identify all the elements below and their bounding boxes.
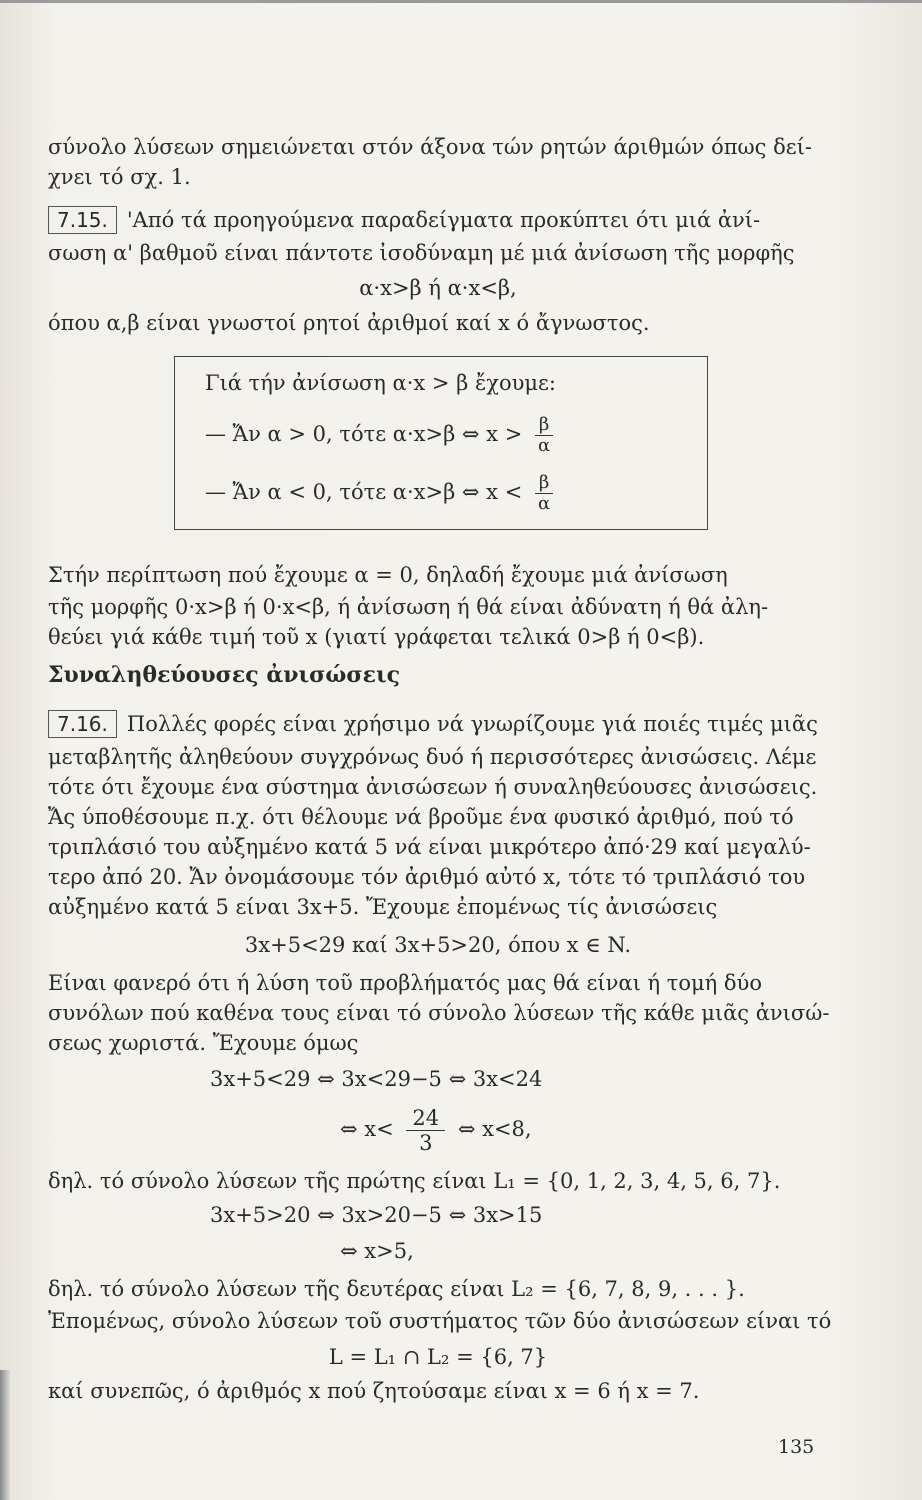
text-line: χνει τό σχ. 1. — [48, 165, 191, 189]
box-line-negative — [205, 473, 553, 514]
box-line-positive — [205, 415, 553, 456]
formula-line-fraction — [340, 1104, 820, 1155]
text-line: Είναι φανερό ότι ή λύση τοῦ προβλήματός μας θά είναι ή τομή δύο — [48, 971, 762, 995]
text-line: τῆς μορφῆς 0·x>β ή 0·x<β, ή ἀνίσωση ή θά είναι ἀδύνατη ή θά ἀλη- — [48, 595, 769, 619]
section-number-7-15: 7.15. — [48, 206, 117, 234]
fraction-24-over-3 — [406, 1106, 445, 1155]
binding-edge — [0, 1370, 10, 1500]
text-line: σεως χωριστά. Ἔχουμε όμως — [48, 1031, 359, 1055]
text-line: θεύει γιά κάθε τιμή τοῦ x (γιατί γράφεται τελικά 0>β ή 0<β). — [48, 625, 705, 649]
section-number-7-16: 7.16. — [48, 710, 117, 738]
fraction-beta-over-alpha — [535, 415, 553, 456]
frac-den: α — [537, 435, 551, 456]
text-line: δηλ. τό σύνολο λύσεων τῆς πρώτης είναι L₁ = {0, 1, 2, 3, 4, 5, 6, 7}. — [48, 1169, 781, 1193]
frac-den: α — [537, 493, 551, 514]
fraction-beta-over-alpha — [535, 473, 553, 514]
formula-line: L = L₁ ∩ L₂ = {6, 7} — [328, 1345, 548, 1369]
text-line: σωση α' βαθμοῦ είναι πάντοτε ἰσοδύναμη μέ μιά ἀνίσωση τῆς μορφῆς — [48, 241, 795, 265]
formula-line: ⇔ x>5, — [340, 1239, 414, 1263]
text-line: συνόλων πού καθένα τους είναι τό σύνολο λύσεων τῆς κάθε μιᾶς ἀνισώ- — [48, 1001, 830, 1025]
formula-text: ⇔ x<8, — [457, 1117, 532, 1141]
text-line: Στήν περίπτωση πού ἔχουμε α = 0, δηλαδή ἔχουμε μιά ἀνίσωση — [48, 563, 728, 587]
formula-text: ⇔ x< — [340, 1117, 394, 1141]
text-line: Ἄς ύποθέσουμε π.χ. ότι θέλουμε νά βροῦμε ένα φυσικό ἀριθμό, πού τό — [48, 805, 794, 829]
box-text: — Ἄν α > 0, τότε α·x>β ⇔ x > — [205, 422, 523, 446]
formula-line: 3x+5>20 ⇔ 3x>20−5 ⇔ 3x>15 — [210, 1203, 543, 1227]
text-line: Ἐπομένως, σύνολο λύσεων τοῦ συστήματος τῶν δύο ἀνισώσεων είναι τό — [48, 1309, 832, 1333]
text-line: μεταβλητῆς ἀληθεύουν συγχρόνως δυό ή περισσότερες ἀνισώσεις. Λέμε — [48, 745, 817, 769]
text-span: 'Από τά προηγούμενα παραδείγματα προκύπτει ότι μιά ἀνί- — [126, 208, 761, 232]
box-line: Γιά τήν ἀνίσωση α·x > β ἔχουμε: — [205, 371, 557, 395]
frac-num: 24 — [406, 1106, 445, 1131]
rule-box — [174, 356, 708, 530]
formula-line: α·x>β ή α·x<β, — [359, 276, 517, 300]
frac-den: 3 — [419, 1131, 433, 1155]
text-line: σύνολο λύσεων σημειώνεται στόν άξονα τών ρητών άριθμών όπως δεί- — [48, 135, 812, 159]
text-line: όπου α,β είναι γνωστοί ρητοί ἀριθμοί καί x ό ἄγνωστος. — [48, 311, 650, 335]
section-heading: Συναληθεύουσες ἀνισώσεις — [48, 662, 400, 688]
text-line: τερο ἀπό 20. Ἄν ὀνομάσουμε τόν ἀριθμό αὐτό x, τότε τό τριπλάσιό του — [48, 865, 806, 889]
frac-num: β — [535, 473, 553, 494]
system-formula: 3x+5<29 καί 3x+5>20, όπου x ∈ N. — [244, 933, 632, 957]
text-line: τότε ότι ἔχουμε ένα σύστημα ἀνισώσεων ή συναληθεύουσες ἀνισώσεις. — [48, 775, 818, 799]
formula-line: 3x+5<29 ⇔ 3x<29−5 ⇔ 3x<24 — [210, 1067, 543, 1091]
text-line: καί συνεπῶς, ό ἀριθμός x πού ζητούσαμε είναι x = 6 ή x = 7. — [48, 1379, 700, 1403]
frac-num: β — [535, 415, 553, 436]
box-text: — Ἄν α < 0, τότε α·x>β ⇔ x < — [205, 480, 523, 504]
section-7-16-line — [48, 710, 828, 738]
text-span: Πολλές φορές είναι χρήσιμο νά γνωρίζουμε γιά ποιές τιμές μιᾶς — [126, 712, 818, 736]
text-line: αὐξημένο κατά 5 είναι 3x+5. Ἔχουμε ἐπομένως τίς ἀνισώσεις — [48, 895, 718, 919]
page-number: 135 — [778, 1436, 815, 1458]
text-line: τριπλάσιό του αὐξημένο κατά 5 νά είναι μικρότερο ἀπό·29 καί μεγαλύ- — [48, 835, 811, 859]
text-line: δηλ. τό σύνολο λύσεων τῆς δευτέρας είναι L₂ = {6, 7, 8, 9, . . . }. — [48, 1277, 745, 1301]
section-7-15-line — [48, 206, 828, 234]
top-edge — [0, 0, 922, 3]
